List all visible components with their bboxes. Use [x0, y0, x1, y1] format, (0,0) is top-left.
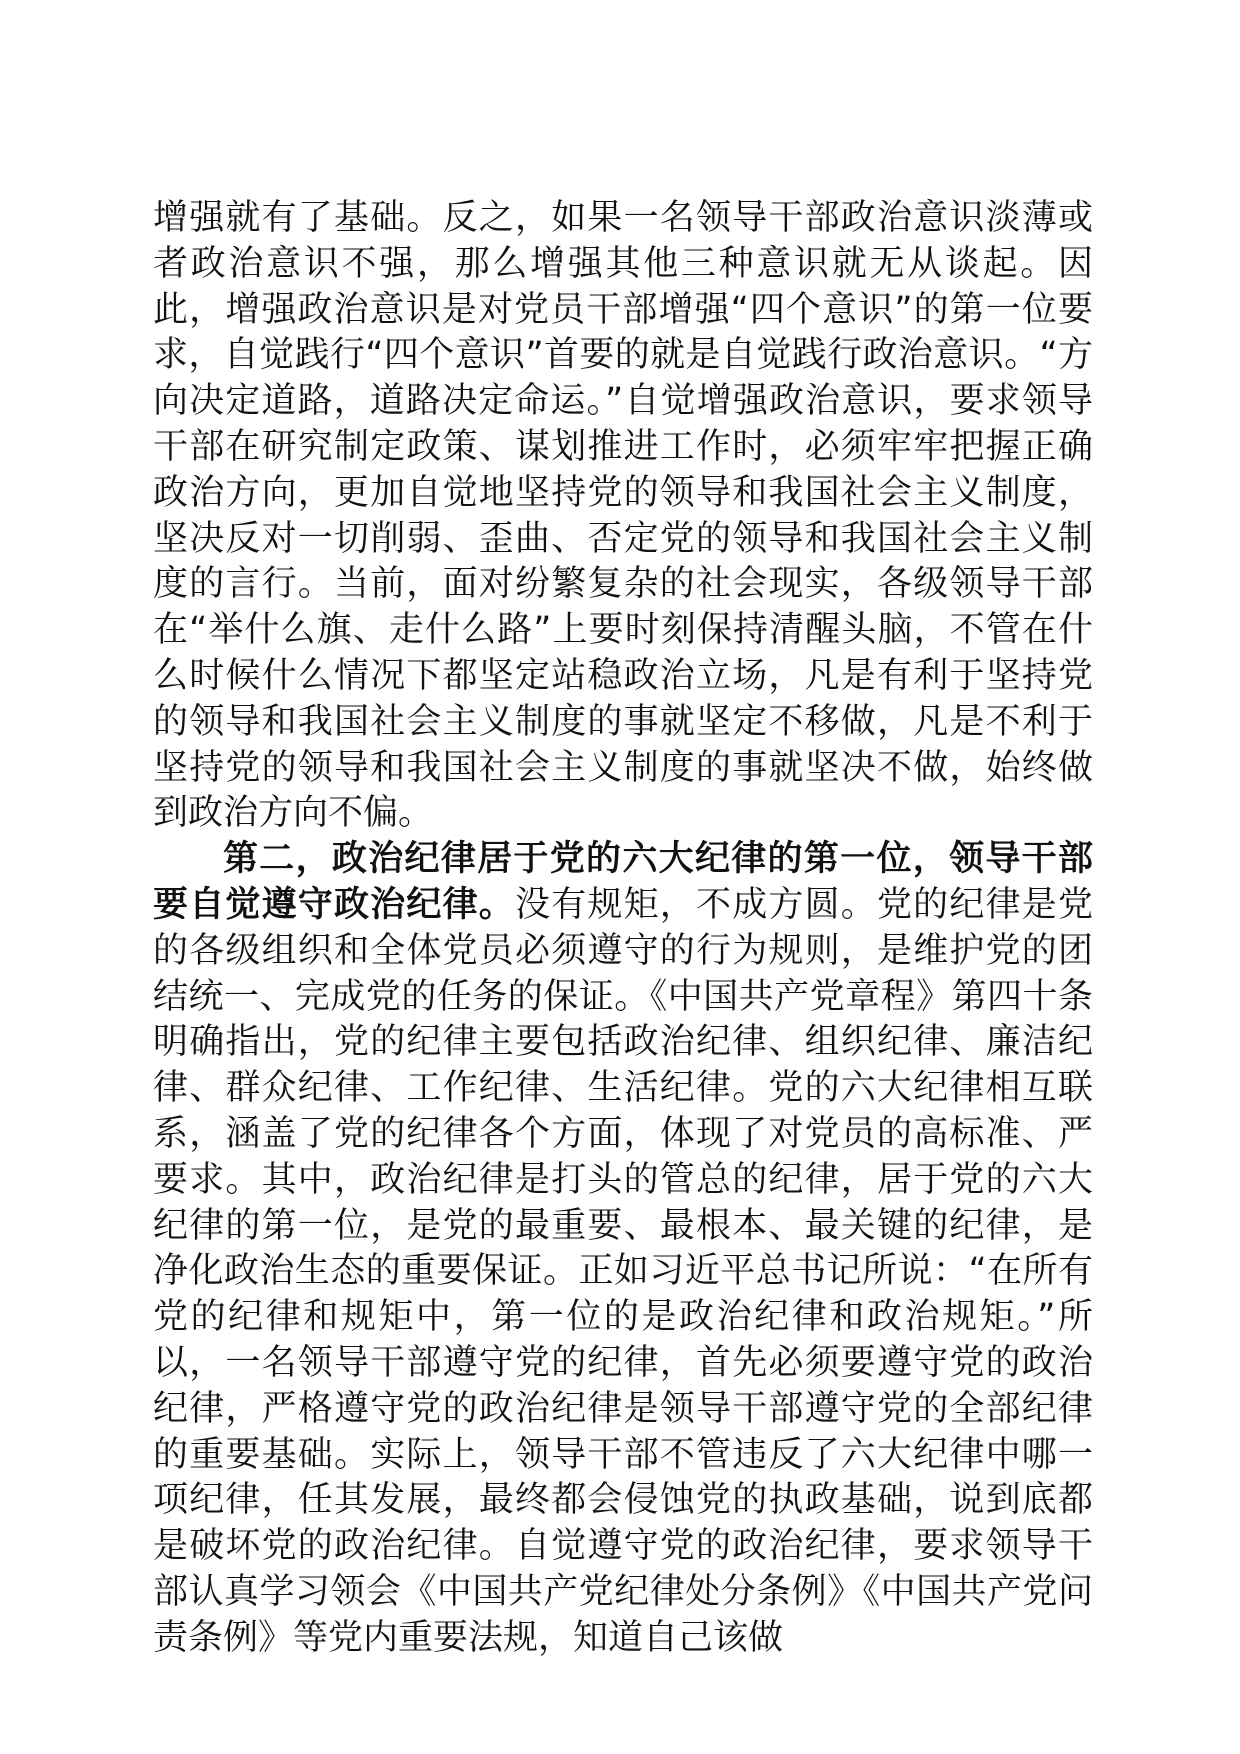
paragraph-text: 增强就有了基础。反之，如果一名领导干部政治意识淡薄或者政治意识不强，那么增强其他三种意识就无从谈起。因此，增强政治意识是对党员干部增强“四个意识”的第一位要求，自觉践行“四个意识”首要的就是自觉践行政治意识。“方向决定道路，道路决定命运。”自觉增强政治意识，要求领导干部在研究制定政策、谋划推进工作时，必须牢牢把握正确政治方向，更加自觉地坚持党的领导和我国社会主义制度，坚决反对一切削弱、歪曲、否定党的领导和我国社会主义制度的言行。当前，面对纷繁复杂的社会现实，各级领导干部在“举什么旗、走什么路”上要时刻保持清醒头脑，不管在什么时候什么情况下都坚定站稳政治立场，凡是有利于坚持党的领导和我国社会主义制度的事就坚定不移做，凡是不利于坚持党的领导和我国社会主义制度的事就坚决不做，始终做到政治方向不偏。: [153, 198, 1093, 834]
paragraph-text: 没有规矩，不成方圆。党的纪律是党的各级组织和全体党员必须遵守的行为规则，是维护党的团结统一、完成党的任务的保证。《中国共产党章程》第四十条明确指出，党的纪律主要包括政治纪律、组织纪律、廉洁纪律、群众纪律、工作纪律、生活纪律。党的六大纪律相互联系，涵盖了党的纪律各个方面，体现了对党员的高标准、严要求。其中，政治纪律是打头的管总的纪律，居于党的六大纪律的第一位，是党的最重要、最根本、最关键的纪律，是净化政治生态的重要保证。正如习近平总书记所说：“在所有党的纪律和规矩中，第一位的是政治纪律和政治规矩。”所以，一名领导干部遵守党的纪律，首先必须要遵守党的政治纪律，严格遵守党的政治纪律是领导干部遵守党的全部纪律的重要基础。实际上，领导干部不管违反了六大纪律中哪一项纪律，任其发展，最终都会侵蚀党的执政基础，说到底都是破坏党的政治纪律。自觉遵守党的政治纪律，要求领导干部认真学习领会《中国共产党纪律处分条例》《中国共产党问责条例》等党内重要法规，知道自己该做: [153, 884, 1093, 1658]
paragraph-political-discipline: [153, 837, 1093, 1661]
paragraph-heading: 第二，政治纪律居于党的六大纪律的第一位，领导干部要自觉遵守政治纪律。: [153, 839, 1093, 925]
paragraph-continuation: [153, 196, 1093, 837]
document-body: [153, 196, 1093, 1662]
